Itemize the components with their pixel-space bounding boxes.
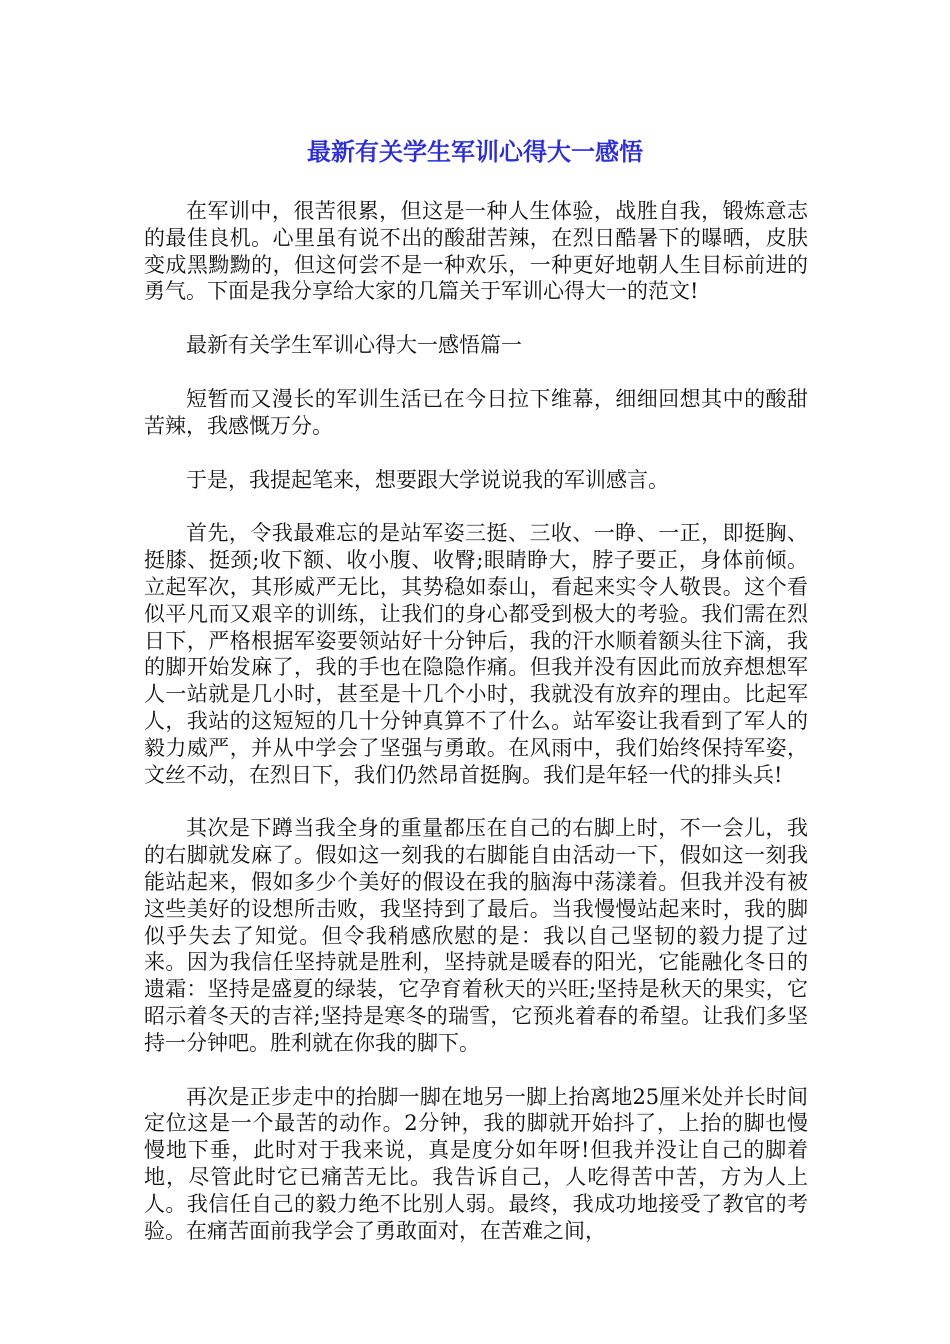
body-paragraph: 首先，令我最难忘的是站军姿三挺、三收、一睁、一正，即挺胸、挺膝、挺颈;收下额、收小腹、收臀;眼睛睁大，脖子要正，身体前倾。立起军次，其形威严无比，其势稳如泰山，看起来实令人敬畏。这个看似平凡而又艰辛的训练，让我们的身心都受到极大的考验。我们需在烈日下，严格根据军姿要领站好十分钟后，我的汗水顺着额头往下滴，我的脚开始发麻了，我的手也在隐隐作痛。但我并没有因此而放弃想想军人一站就是几小时，甚至是十几个小时，我就没有放弃的理由。比起军人，我站的这短短的几十分钟真算不了什么。站军姿让我看到了军人的毅力威严，并从中学会了坚强与勇敢。在风雨中，我们始终保持军姿，文丝不动，在烈日下，我们仍然昂首挺胸。我们是年轻一代的排头兵! [144, 521, 808, 787]
body-paragraph: 于是，我提起笔来，想要跟大学说说我的军训感言。 [186, 467, 669, 492]
document-body [144, 198, 808, 1244]
section-heading: 最新有关学生军训心得大一感悟篇一 [186, 333, 522, 358]
document-title: 最新有关学生军训心得大一感悟 [307, 138, 643, 166]
body-paragraph: 其次是下蹲当我全身的重量都压在自己的右脚上时，不一会儿，我的右脚就发麻了。假如这一刻我的右脚能自由活动一下，假如这一刻我能站起来，假如多少个美好的假设在我的脑海中荡漾着。但我并没有被这些美好的设想所击败，我坚持到了最后。当我慢慢站起来时，我的脚似乎失去了知觉。但令我稍感欣慰的是：我以自己坚韧的毅力提了过来。因为我信任坚持就是胜利，坚持就是暖春的阳光，它能融化冬日的遗霜：坚持是盛夏的绿装，它孕育着秋天的兴旺;坚持是秋天的果实，它昭示着冬天的吉祥;坚持是寒冬的瑞雪，它预兆着春的希望。让我们多坚持一分钟吧。胜利就在你我的脚下。 [144, 816, 808, 1055]
body-paragraph: 短暂而又漫长的军训生活已在今日拉下维幕，细细回想其中的酸甜苦辣，我感慨万分。 [144, 386, 808, 438]
body-paragraph: 再次是正步走中的抬脚一脚在地另一脚上抬离地25厘米处并长时间定位这是一个最苦的动作。2分钟，我的脚就开始抖了，上抬的脚也慢慢地下垂，此时对于我来说，真是度分如年呀!但我并没让自己的脚着地，尽管此时它已痛苦无比。我告诉自己，人吃得苦中苦，方为人上人。我信任自己的毅力绝不比别人弱。最终，我成功地接受了教官的考验。在痛苦面前我学会了勇敢面对，在苦难之间， [144, 1084, 808, 1243]
intro-paragraph: 在军训中，很苦很累，但这是一种人生体验，战胜自我，锻炼意志的最佳良机。心里虽有说不出的酸甜苦辣，在烈日酷暑下的曝晒，皮肤变成黑黝黝的，但这何尝不是一种欢乐，一种更好地朝人生目标前进的勇气。下面是我分享给大家的几篇关于军训心得大一的范文! [144, 199, 808, 304]
